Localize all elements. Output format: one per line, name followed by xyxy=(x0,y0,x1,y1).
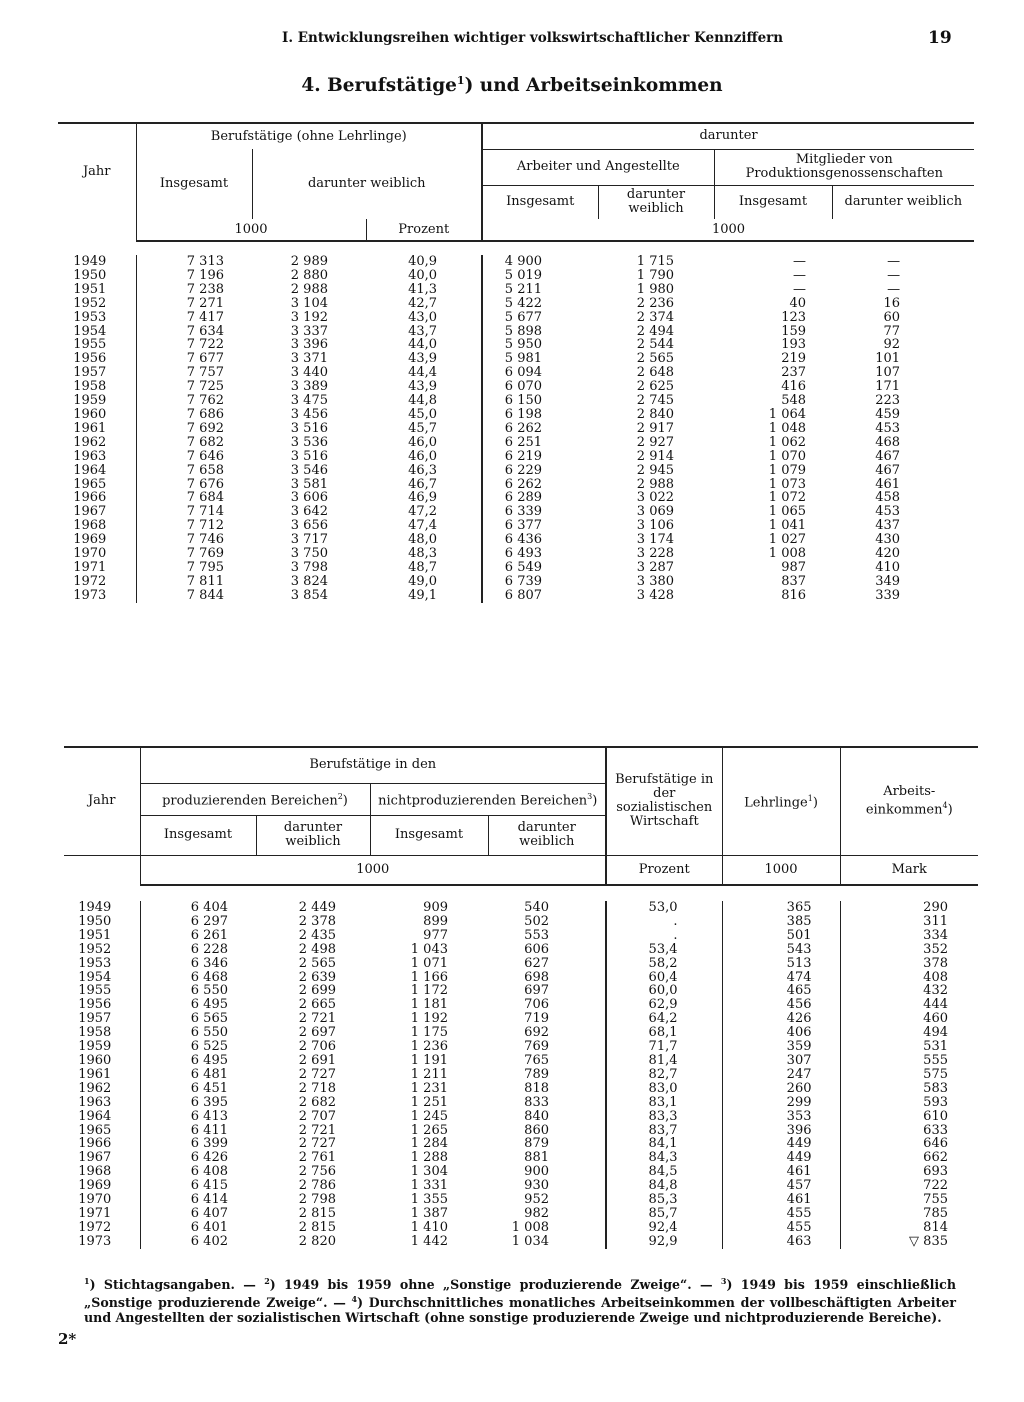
t2-header-jahr: Jahr xyxy=(64,747,140,855)
t2-header-np-weiblich: darunter weiblich xyxy=(488,815,606,855)
t2-col-np-insgesamt: 909 899 977 1 043 1 071 1 166 1 172 1 181 1 192 1 175 1 236 1 191 1 211 1 231 1 251 1 245 1 265 1 284 1 288 1 304 1 331 1 355 1 387 1 410 1 442 xyxy=(410,900,448,1249)
t1-unit-1000: 1000 xyxy=(136,219,366,241)
running-head: I. Entwicklungsreihen wichtiger volkswirtschaftlicher Kennziffern xyxy=(282,30,784,46)
t1-unit-prozent: Prozent xyxy=(366,219,482,241)
t1-header-pg-insgesamt: Insgesamt xyxy=(714,185,832,219)
t1-col-pg-weiblich: — — — 16 60 77 92 101 107 171 223 459 453 468 467 467 461 458 453 437 430 420 410 349 339 xyxy=(875,254,901,603)
t2-col-arbeitseinkommen: 290 311 334 352 378 408 432 444 460 494 531 555 575 583 593 610 633 646 662 693 722 755 785 814 ▽ 835 xyxy=(909,900,948,1249)
t2-header-p-insgesamt: Insgesamt xyxy=(140,815,256,855)
t2-header-produzierend: produzierenden Bereichen$^2$) xyxy=(140,783,370,815)
footnote-1: Stichtagsangaben. — xyxy=(103,1277,265,1293)
t2-unit-mark: Mark xyxy=(840,855,978,885)
t1-header-berufstaetige: Berufstätige (ohne Lehrlinge) xyxy=(136,123,482,149)
title-footnote-ref: 1 xyxy=(456,74,465,87)
table-berufstaetige xyxy=(58,122,974,603)
t1-header-darunter-weiblich: darunter weiblich xyxy=(252,149,482,219)
footnote-3: ) 1949 bis 1959 einschließlich „Sonstige produzierende Zweige“. — xyxy=(84,1277,956,1311)
page-signature: 2* xyxy=(58,1330,77,1348)
page-number: 19 xyxy=(928,28,952,48)
t2-unit-prozent: Prozent xyxy=(606,855,722,885)
title-text: 4. Berufstätige xyxy=(301,75,457,97)
t1-header-arbeiter-angestellte: Arbeiter und Angestellte xyxy=(482,149,714,185)
t2-header-arbeitseinkommen: Arbeits-einkommen$^4$) xyxy=(840,747,978,855)
t1-header-aa-weiblich: darunter weiblich xyxy=(598,185,714,219)
table-berufstaetige-bereiche xyxy=(64,746,978,1249)
t1-header-darunter: darunter xyxy=(482,123,974,149)
t1-header-pg-weiblich: darunter weiblich xyxy=(844,194,963,210)
t2-col-np-weiblich: 540 502 553 606 627 698 697 706 719 692 769 765 789 818 833 840 860 879 881 900 930 952 982 1 008 1 034 xyxy=(488,901,606,1249)
t2-col-lehrlinge: 365 385 501 543 513 474 465 456 426 406 359 307 247 260 299 353 396 449 449 461 457 461 455 455 463 xyxy=(722,901,840,1249)
t2-col-jahr: 1949 1950 1951 1952 1953 1954 1955 1956 1957 1958 1959 1960 1961 1962 1963 1964 1965 1966 1967 1968 1969 1970 1971 1972 1973 xyxy=(64,901,140,1249)
t1-col-aa-weiblich: 1 715 1 790 1 980 2 236 2 374 2 494 2 544 2 565 2 648 2 625 2 745 2 840 2 917 2 927 2 914 2 945 2 988 3 022 3 069 3 106 3 174 3 228 3 287 3 380 3 428 xyxy=(636,254,675,603)
t2-header-nichtproduzierend: nichtproduzierenden Bereichen$^3$) xyxy=(370,783,606,815)
table-title xyxy=(0,74,1024,96)
t2-unit-1000-b: 1000 xyxy=(722,855,840,885)
t2-col-sozialistische-wirtschaft: 53,0 . . 53,4 58,2 60,4 60,0 62,9 64,2 68,1 71,7 81,4 82,7 83,0 83,1 83,3 83,7 84,1 84,3 84,5 84,8 85,3 85,7 92,4 92,9 xyxy=(606,901,722,1249)
t1-col-insgesamt: 7 313 7 196 7 238 7 271 7 417 7 634 7 722 7 677 7 757 7 725 7 762 7 686 7 692 7 682 7 646 7 658 7 676 7 684 7 714 7 712 7 746 7 769 7 795 7 811 7 844 xyxy=(186,254,224,603)
t1-header-jahr: Jahr xyxy=(58,123,136,219)
footnotes: $^1$) Stichtagsangaben. — $^2$) 1949 bis 1959 ohne „Sonstige produzierende Zweige“. — $^3$) 1949 bis 1959 einschließlich „Sonstige produzierende Zweige“. — $^4$) Durchschnittliches monatliches Arbeitseinkommen der vollbeschäftigten Arbeiter und Angestellten der sozialistischen Wirtschaft (ohne sonstige produzierende Zweige und nichtproduzierende Bereiche). xyxy=(84,1276,956,1326)
t2-header-p-weiblich: darunter weiblich xyxy=(256,815,370,855)
t1-col-aa-insgesamt: 4 900 5 019 5 211 5 422 5 677 5 898 5 950 5 981 6 094 6 070 6 150 6 198 6 262 6 251 6 219 6 229 6 262 6 289 6 339 6 377 6 436 6 493 6 549 6 739 6 807 xyxy=(504,254,543,603)
t1-col-jahr: 1949 1950 1951 1952 1953 1954 1955 1956 1957 1958 1959 1960 1961 1962 1963 1964 1965 1966 1967 1968 1969 1970 1971 1972 1973 xyxy=(58,255,136,603)
t2-header-lehrlinge: Lehrlinge$^1$) xyxy=(722,747,840,855)
t2-unit-1000: 1000 xyxy=(140,855,606,885)
t1-col-weiblich: 2 989 2 880 2 988 3 104 3 192 3 337 3 396 3 371 3 440 3 389 3 475 3 456 3 516 3 536 3 516 3 546 3 581 3 606 3 642 3 656 3 717 3 750 3 798 3 824 3 854 xyxy=(290,254,328,603)
t1-header-insgesamt: Insgesamt xyxy=(136,149,252,219)
t2-header-berufstaetige-in-den: Berufstätige in den xyxy=(140,747,606,783)
footnote-2: ) 1949 bis 1959 ohne „Sonstige produzierende Zweige“. — xyxy=(269,1277,721,1293)
t2-header-sozialistische-wirtschaft: Berufstätige in der sozialistischen Wirtschaft xyxy=(606,747,722,855)
title-rest: ) und Arbeitseinkommen xyxy=(464,75,723,97)
t1-unit-1000-b: 1000 xyxy=(482,219,974,241)
footnote-4: ) Durchschnittliches monatliches Arbeitseinkommen der vollbeschäftigten Arbeiter und Angestellten der sozialistischen Wirtschaft (ohne sonstige produzierende Zweige und nichtproduzierende Bereiche). xyxy=(84,1295,956,1326)
t1-col-pg-insgesamt: — — — 40 123 159 193 219 237 416 548 1 064 1 048 1 062 1 070 1 079 1 073 1 072 1 065 1 041 1 027 1 008 987 837 816 xyxy=(768,254,807,603)
t2-header-np-insgesamt: Insgesamt xyxy=(370,815,488,855)
t2-col-p-weiblich: 2 449 2 378 2 435 2 498 2 565 2 639 2 699 2 665 2 721 2 697 2 706 2 691 2 727 2 718 2 682 2 707 2 721 2 727 2 761 2 756 2 786 2 798 2 815 2 815 2 820 xyxy=(298,900,336,1249)
t1-col-prozent: 40,9 40,0 41,3 42,7 43,0 43,7 44,0 43,9 44,4 43,9 44,8 45,0 45,7 46,0 46,0 46,3 46,7 46,9 47,2 47,4 48,0 48,3 48,7 49,0 49,1 xyxy=(366,255,482,603)
t2-col-p-insgesamt: 6 404 6 297 6 261 6 228 6 346 6 468 6 550 6 495 6 565 6 550 6 525 6 495 6 481 6 451 6 395 6 413 6 411 6 399 6 426 6 408 6 415 6 414 6 407 6 401 6 402 xyxy=(190,900,228,1249)
page-header xyxy=(0,26,1024,52)
t1-header-mitglieder-pg: Mitglieder von Produktionsgenossenschaften xyxy=(714,149,974,185)
t1-header-aa-insgesamt: Insgesamt xyxy=(482,185,598,219)
